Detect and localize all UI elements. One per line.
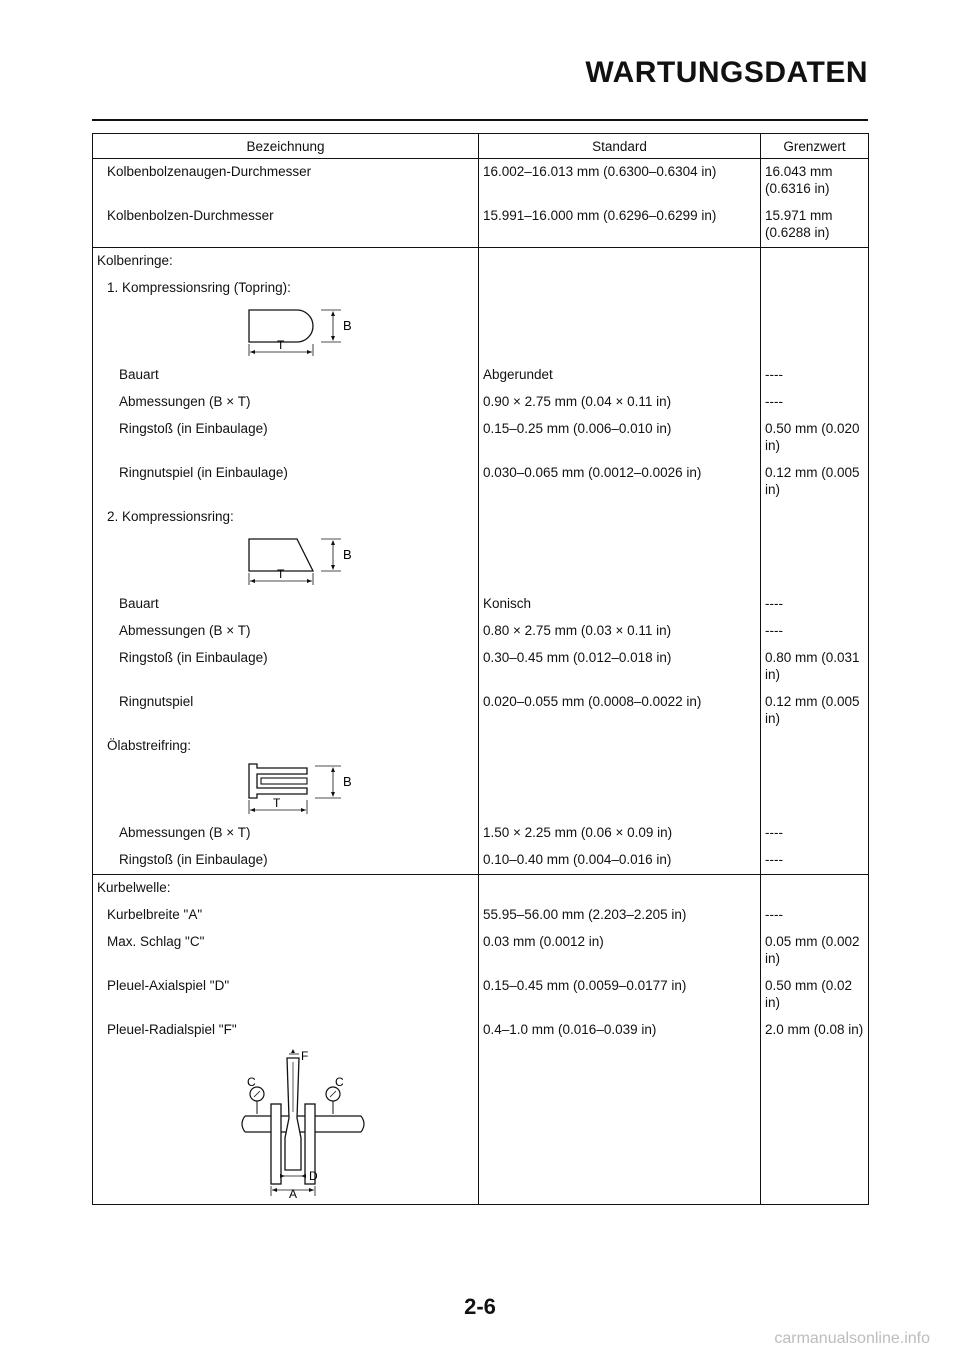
dimension-label-t: T [273, 796, 281, 810]
table-row [93, 689, 869, 733]
subsection-heading: Ölabstreifring: [93, 733, 479, 760]
table-row [93, 820, 869, 847]
spec-limit: ---- [761, 618, 869, 645]
spec-standard: 0.4–1.0 mm (0.016–0.039 in) [479, 1017, 761, 1044]
subsection-row [93, 733, 869, 760]
dimension-label-t: T [277, 567, 285, 581]
dimension-label-t: T [277, 338, 285, 352]
dimension-label-d: D [309, 1169, 318, 1183]
spec-standard: 0.030–0.065 mm (0.0012–0.0026 in) [479, 460, 761, 504]
spec-label: Pleuel-Axialspiel "D" [93, 973, 479, 1017]
oil-ring-profile-figure [237, 760, 397, 816]
crankshaft-figure [235, 1048, 375, 1198]
subsection-heading: 2. Kompressionsring: [93, 504, 479, 531]
spec-limit: 0.12 mm (0.005 in) [761, 689, 869, 733]
watermark: carmanualsonline.info [774, 1330, 930, 1347]
spec-standard: 0.10–0.40 mm (0.004–0.016 in) [479, 847, 761, 875]
column-header: Grenzwert [761, 134, 869, 159]
spec-label: Max. Schlag "C" [93, 929, 479, 973]
table-row [93, 460, 869, 504]
spec-label: Bauart [93, 362, 479, 389]
table-row [93, 847, 869, 875]
spec-standard: 0.80 × 2.75 mm (0.03 × 0.11 in) [479, 618, 761, 645]
table-row [93, 159, 869, 204]
spec-label: Bauart [93, 591, 479, 618]
spec-label: Kurbelbreite "A" [93, 902, 479, 929]
dimension-label-b: B [343, 318, 352, 333]
table-row [93, 618, 869, 645]
spec-standard: Abgerundet [479, 362, 761, 389]
title-divider [92, 119, 868, 121]
dimension-label-f: F [301, 1049, 309, 1063]
spec-standard: 1.50 × 2.25 mm (0.06 × 0.09 in) [479, 820, 761, 847]
page-number: 2-6 [464, 1294, 496, 1319]
spec-label: Ringstoß (in Einbaulage) [93, 645, 479, 689]
section-heading-row [93, 248, 869, 276]
spec-limit: 0.80 mm (0.031 in) [761, 645, 869, 689]
spec-standard: 0.30–0.45 mm (0.012–0.018 in) [479, 645, 761, 689]
dimension-label-c-left: C [247, 1075, 256, 1089]
spec-standard: 0.90 × 2.75 mm (0.04 × 0.11 in) [479, 389, 761, 416]
subsection-row [93, 275, 869, 302]
spec-limit: 0.50 mm (0.020 in) [761, 416, 869, 460]
table-row [93, 973, 869, 1017]
top-ring-profile-figure [237, 302, 397, 358]
second-ring-profile-figure [237, 531, 397, 587]
spec-label: Ringstoß (in Einbaulage) [93, 847, 479, 875]
spec-limit: ---- [761, 591, 869, 618]
table-row [93, 929, 869, 973]
spec-label: Ringstoß (in Einbaulage) [93, 416, 479, 460]
spec-limit: 16.043 mm (0.6316 in) [761, 159, 869, 204]
spec-label: Ringnutspiel (in Einbaulage) [93, 460, 479, 504]
figure-row [93, 1044, 869, 1205]
subsection-row [93, 504, 869, 531]
figure-row [93, 302, 869, 362]
spec-label: Abmessungen (B × T) [93, 389, 479, 416]
table-header-row [93, 134, 869, 159]
spec-limit: ---- [761, 362, 869, 389]
section-heading: Kolbenringe: [93, 248, 479, 276]
spec-label: Pleuel-Radialspiel "F" [93, 1017, 479, 1044]
spec-standard: 55.95–56.00 mm (2.203–2.205 in) [479, 902, 761, 929]
spec-limit: 0.50 mm (0.02 in) [761, 973, 869, 1017]
table-row [93, 389, 869, 416]
spec-label: Ringnutspiel [93, 689, 479, 733]
spec-standard: 0.15–0.45 mm (0.0059–0.0177 in) [479, 973, 761, 1017]
figure-row [93, 531, 869, 591]
spec-label: Abmessungen (B × T) [93, 618, 479, 645]
spec-label: Kolbenbolzenaugen-Durchmesser [93, 159, 479, 204]
spec-label: Kolbenbolzen-Durchmesser [93, 203, 479, 248]
section-heading: Kurbelwelle: [93, 875, 479, 903]
figure-row [93, 760, 869, 820]
table-row [93, 362, 869, 389]
spec-limit: 15.971 mm (0.6288 in) [761, 203, 869, 248]
table-row [93, 645, 869, 689]
dimension-label-b: B [343, 547, 352, 562]
spec-standard: 0.03 mm (0.0012 in) [479, 929, 761, 973]
spec-standard: 0.15–0.25 mm (0.006–0.010 in) [479, 416, 761, 460]
spec-limit: 2.0 mm (0.08 in) [761, 1017, 869, 1044]
column-header: Standard [479, 134, 761, 159]
page-title: WARTUNGSDATEN [585, 56, 868, 89]
spec-table [92, 133, 869, 1205]
table-row [93, 203, 869, 248]
spec-standard: 16.002–16.013 mm (0.6300–0.6304 in) [479, 159, 761, 204]
dimension-label-a: A [289, 1187, 298, 1198]
table-row [93, 591, 869, 618]
spec-standard: 0.020–0.055 mm (0.0008–0.0022 in) [479, 689, 761, 733]
table-row [93, 902, 869, 929]
table-row [93, 1017, 869, 1044]
spec-standard: 15.991–16.000 mm (0.6296–0.6299 in) [479, 203, 761, 248]
spec-limit: ---- [761, 902, 869, 929]
table-row [93, 416, 869, 460]
spec-limit: 0.05 mm (0.002 in) [761, 929, 869, 973]
dimension-label-c-right: C [335, 1075, 344, 1089]
spec-limit: ---- [761, 820, 869, 847]
spec-label: Abmessungen (B × T) [93, 820, 479, 847]
dimension-label-b: B [343, 774, 352, 789]
spec-standard: Konisch [479, 591, 761, 618]
column-header: Bezeichnung [93, 134, 479, 159]
spec-limit: 0.12 mm (0.005 in) [761, 460, 869, 504]
subsection-heading: 1. Kompressionsring (Topring): [93, 275, 479, 302]
section-heading-row [93, 875, 869, 903]
spec-limit: ---- [761, 847, 869, 875]
spec-limit: ---- [761, 389, 869, 416]
